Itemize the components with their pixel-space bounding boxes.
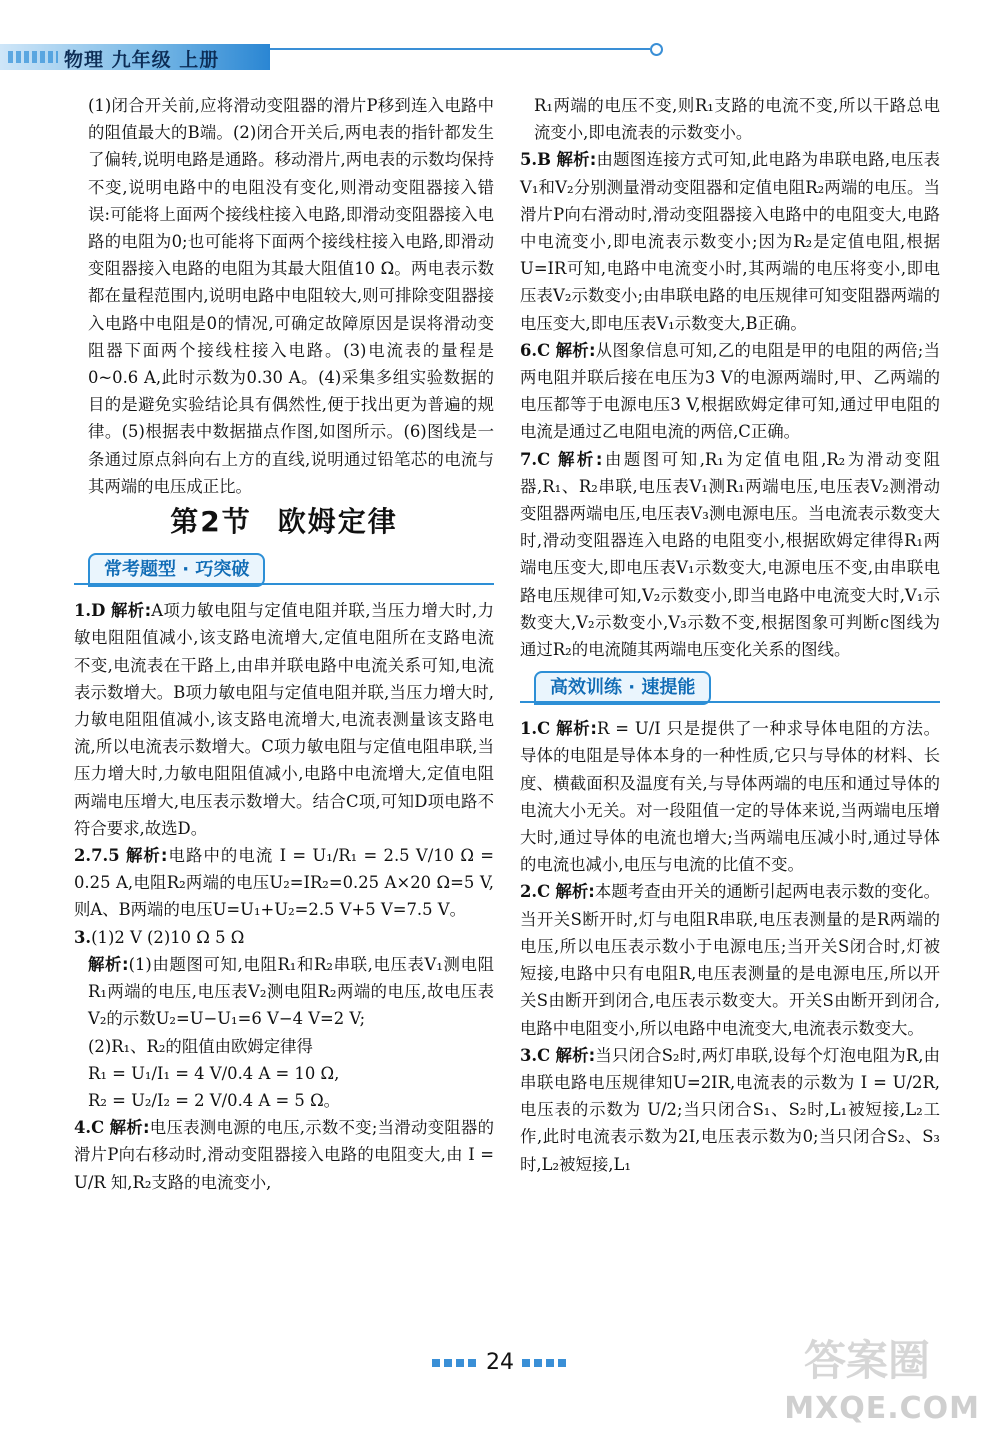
analysis-label: 解析: xyxy=(555,882,595,902)
answer-number: 4.C xyxy=(74,1118,105,1138)
banner-label: 高效训练 · 速提能 xyxy=(534,671,711,705)
answer-text: 由题图连接方式可知,此电路为串联电路,电压表V₁和V₂分别测量滑动变阻器和定值电阻R₂两端的电压。当滑片P向右滑动时,滑动变阻器接入电路中的电阻变大,电路中电流变小,即电流表示数变小;因为R₂是定值电阻,根据U=IR可知,电路中电流变小时,其两端的电压将变小,即电压表V₂示数变小;由串联电路的电压规律可知变阻器两端的电压变大,即电压表V₁示数变大,B正确。 xyxy=(520,150,940,333)
answer-item xyxy=(520,446,940,664)
answer-item xyxy=(520,146,940,336)
analysis-label: 解析: xyxy=(555,1045,596,1065)
answer-text: 本题考查由开关的通断引起两电表示数的变化。当开关S断开时,灯与电阻R串联,电压表测量的是R两端的电压,所以电压表示数小于电源电压;当开关S闭合时,灯被短接,电路中只有电阻R,电压表测量的是电源电压,所以开关S由断开到闭合,电压表示数变大。开关S由断开到闭合,电路中电阻变小,所以电路中电流变大,电流表示数变大。 xyxy=(520,882,941,1038)
answer-text: 由题图可知,R₁为定值电阻,R₂为滑动变阻器,R₁、R₂串联,电压表V₁测R₁两端电压,电压表V₂测滑动变阻器两端电压,电压表V₃测电源电压。当电流表示数变大时,滑动变阻器连入电路的电阻变小,根据欧姆定律得R₁两端电压变大,即电压表V₁示数变大,电源电压不变,由串联电路电压规律可知,V₂示数变小,即当电路中电流变大时,V₁示数变大,V₂示数变小,V₃示数不变,根据图象可判断c图线为通过R₂的电流随其两端电压变化关系的图线。 xyxy=(520,449,940,660)
answer-number: 1.D xyxy=(74,601,106,621)
header-title: 物理 九年级 上册 xyxy=(64,49,220,71)
section-name: 欧姆定律 xyxy=(277,505,398,539)
section-number: 第2节 xyxy=(170,505,252,539)
answer-text: (1)由题图可知,电阻R₁和R₂串联,电压表V₁测电阻R₁两端的电压,电压表V₂测电阻R₂两端的电压,故电压表V₂的示数U₂=U−U₁=6 V−4 V=2 V; xyxy=(88,954,494,1029)
answer-number: 6.C xyxy=(520,340,551,360)
analysis-label: 解析: xyxy=(110,601,152,621)
answer-text: 从图象信息可知,乙的电阻是甲的电阻的两倍;当两电阻并联后接在电压为3 V的电源两端时,甲、乙两端的电压都等于电源电压3 V,根据欧姆定律可知,通过甲电阻的电流是通过乙电阻电流的两倍,C正确。 xyxy=(520,340,940,442)
banner-label: 常考题型 · 巧突破 xyxy=(88,553,265,587)
page-number-deco-icon xyxy=(432,1359,478,1367)
banner-efficient-training xyxy=(520,667,940,707)
page-number-deco-icon xyxy=(522,1359,568,1367)
page-number-value: 24 xyxy=(486,1350,514,1375)
banner-underline xyxy=(74,583,494,585)
watermark-logo: 答案圈 xyxy=(803,1336,930,1385)
answer-number: 3. xyxy=(74,927,92,947)
banner-underline xyxy=(520,701,940,703)
analysis-label: 解析: xyxy=(557,449,603,469)
answer-item xyxy=(74,1114,494,1196)
answer-item xyxy=(74,951,494,1033)
analysis-label: 解析: xyxy=(109,1118,150,1138)
answer-text: 电路中的电流 I = U₁/R₁ = 2.5 V/10 Ω = 0.25 A,电阻R₂两端的电压U₂=IR₂=0.25 A×20 Ω=5 V,则A、B两端的电压U=U₁+U₂=2.5 V+5 V=7.5 V。 xyxy=(74,846,494,920)
answer-number: 2.C xyxy=(520,882,551,902)
answer-number: 3.C xyxy=(520,1045,551,1065)
answer-item xyxy=(520,337,940,446)
section-title xyxy=(74,505,494,539)
answer-values: (1)2 V (2)10 Ω 5 Ω xyxy=(91,927,245,947)
paragraph: R₁两端的电压不变,则R₁支路的电流不变,所以干路总电流变小,即电流表的示数变小。 xyxy=(534,96,940,143)
header-dots xyxy=(8,51,58,63)
answer-text: 当只闭合S₂时,两灯串联,设每个灯泡电阻为R,由串联电路电压规律知U=2IR,电流表的示数为 I = U/2R,电压表的示数为 U/2;当只闭合S₁、S₂时,L₁被短接,L₂工作,此时电流表示数为2I,电压表示数为0;当只闭合S₂、S₃时,L₂被短接,L₁ xyxy=(520,1045,940,1174)
answer-item xyxy=(520,715,940,878)
answer-item xyxy=(74,842,494,924)
answer-item xyxy=(520,1042,940,1178)
watermark-text: MXQE.COM xyxy=(784,1391,980,1426)
right-column xyxy=(520,92,940,1178)
analysis-label: 解析: xyxy=(555,340,596,360)
answer-text: A项力敏电阻与定值电阻并联,当压力增大时,力敏电阻阻值减小,该支路电流增大,定值电阻所在支路电流不变,电流表在干路上,由串并联电路中电流关系可知,电流表示数增大。B项力敏电阻与定值电阻并联,当压力增大时,力敏电阻阻值减小,该支路电流增大,电流表测量该支路电流,所以电流表示数增大。C项力敏电阻与定值电阻串联,当压力增大时,力敏电阻阻值减小,电路中电流增大,定值电阻两端电压增大,电压表示数增大。结合C项,可知D项电路不符合要求,故选D。 xyxy=(74,601,495,838)
answer-item xyxy=(74,597,494,842)
paragraph: (1)闭合开关前,应将滑动变阻器的滑片P移到连入电路中的阻值最大的B端。(2)闭合开关后,两电表的指针都发生了偏转,说明电路是通路。移动滑片,两电表的示数均保持不变,说明电路中的电阻没有变化,则滑动变阻器接入错误:可能将上面两个接线柱接入电路,即滑动变阻器接入电路的电阻为0;也可能将下面两个接线柱接入电路,即滑动变阻器接入电路的电阻为其最大阻值10 Ω。两电表示数都在量程范围内,说明电路中电阻较大,则可排除变阻器接入电路中电阻是0的情况,可确定故障原因是误将滑动变阻器下面两个接线柱接入电路。(3)电流表的量程是0~0.6 A,此时示数为0.30 A。(4)采集多组实验数据的目的是避免实验结论具有偶然性,便于找出更为普遍的规律。(5)根据表中数据描点作图,如图所示。(6)图线是一条通过原点斜向右上方的直线,说明通过铅笔芯的电流与其两端的电压成正比。 xyxy=(88,96,494,496)
analysis-label: 解析: xyxy=(125,846,168,866)
answer-number: 5.B xyxy=(520,150,551,170)
equation: R₁ = U₁/I₁ = 4 V/0.4 A = 10 Ω, xyxy=(88,1063,340,1083)
answer-number: 1.C xyxy=(520,719,551,739)
answer-item xyxy=(520,878,940,1041)
answer-item xyxy=(74,924,494,951)
analysis-label: 解析: xyxy=(556,150,597,170)
analysis-label: 解析: xyxy=(556,719,597,739)
answer-number: 2.7.5 xyxy=(74,846,120,866)
banner-common-questions xyxy=(74,549,494,589)
left-column xyxy=(74,92,494,1196)
answer-number: 7.C xyxy=(520,449,551,469)
answer-text: (2)R₁、R₂的阻值由欧姆定律得 xyxy=(88,1036,313,1056)
equation: R₂ = U₂/I₂ = 2 V/0.4 A = 5 Ω。 xyxy=(88,1090,341,1110)
analysis-label: 解析: xyxy=(88,954,129,974)
header-circle-icon xyxy=(650,43,663,56)
header-rule xyxy=(270,48,650,50)
answer-text: R = U/I 只是提供了一种求导体电阻的方法。导体的电阻是导体本身的一种性质,它只与导体的材料、长度、横截面积及温度有关,与导体两端的电压和通过导体的电流大小无关。对一段阻值一定的导体来说,当两端电压增大时,通过导体的电流也增大;当两端电压减小时,通过导体的电流也减小,电压与电流的比值不变。 xyxy=(520,719,941,875)
answer-text: 电压表测电源的电压,示数不变;当滑动变阻器的滑片P向右移动时,滑动变阻器接入电路的电阻变大,由 I = U/R 知,R₂支路的电流变小, xyxy=(74,1118,494,1192)
